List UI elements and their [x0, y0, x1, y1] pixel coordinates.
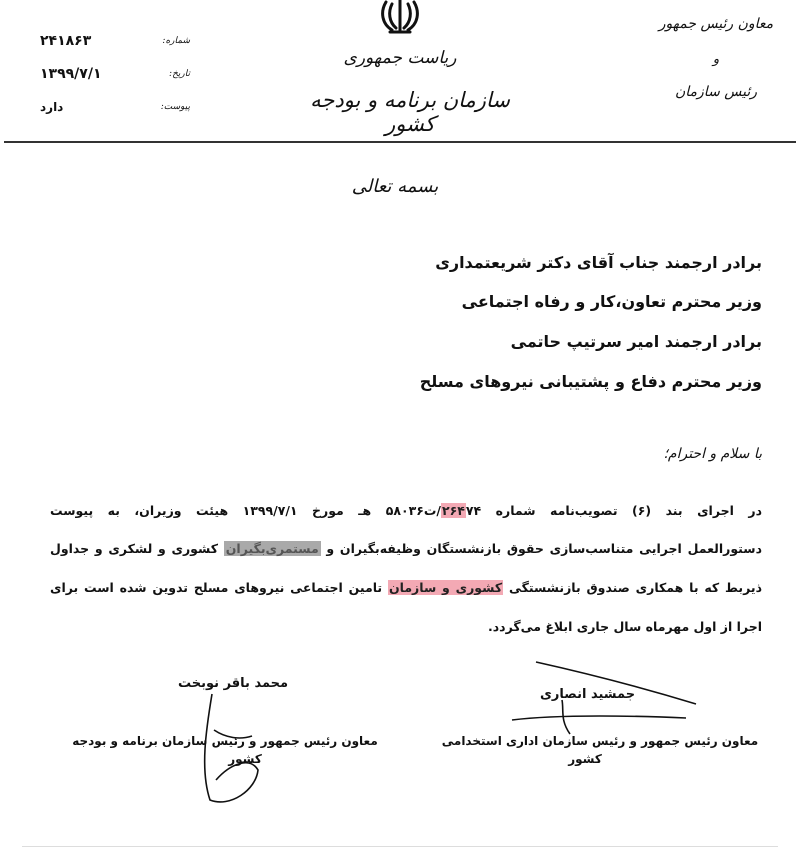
body-line-2: دستورالعمل اجرایی متناسب‌سازی حقوق بازنشستگان وظیفه‌بگیران و مستمری‌بگیران کشوری و لشکری و جداول [50, 541, 762, 556]
office-title-line1: معاون رئیس جمهور [658, 16, 774, 32]
highlight-mark: ۲۶۴ [442, 503, 465, 518]
letter-number-label: شماره: [162, 36, 190, 46]
letter-number: ۲۴۱۸۶۳ [40, 33, 92, 49]
letter-number-row [40, 30, 190, 52]
redacted-text: مستمری‌بگیران [225, 541, 319, 556]
addressee-line: برادر ارجمند جناب آقای دکتر شریعتمداری [435, 253, 762, 272]
iran-emblem-icon [378, 0, 422, 36]
letter-date-row [40, 63, 190, 85]
signer-title: معاون رئیس جمهور و رئیس سازمان برنامه و بودجه [72, 734, 378, 748]
body-line-1: در اجرای بند (۶) تصویب‌نامه شماره ۲۶۴۷۴/ت۵۸۰۳۶ هـ مورخ ۱۳۹۹/۷/۱ هیئت وزیران، به پیوست [50, 503, 762, 518]
attachment-value: دارد [40, 100, 64, 114]
signer-name: جمشید انصاری [540, 687, 636, 702]
invocation: بسمه تعالی [351, 176, 439, 197]
body-line-3: ذیربط که با همکاری صندوق بازنشستگی کشوری و سازمان تامین اجتماعی نیروهای مسلح تدوین شده است برای [50, 580, 762, 595]
org-line-pbo: سازمان برنامه و بودجه کشور [310, 88, 510, 136]
office-title-line3: رئیس سازمان [675, 84, 757, 100]
org-line-presidency: ریاست جمهوری [343, 48, 457, 68]
signature-scribble-icon [170, 690, 290, 810]
letter-date: ۱۳۹۹/۷/۱ [40, 66, 102, 82]
salutation: با سلام و احترام؛ [663, 446, 762, 462]
highlight-mark: کشوری و سازمان [388, 580, 503, 595]
office-title-line2: و [712, 52, 720, 67]
body-line-4: اجرا از اول مهرماه سال جاری ابلاغ می‌گردد. [488, 619, 762, 634]
letter-date-label: تاریخ: [169, 69, 190, 79]
footer-rule [22, 846, 778, 847]
signer-title: معاون رئیس جمهور و رئیس سازمان اداری استخدامی [441, 734, 759, 748]
addressee-line: وزیر محترم دفاع و پشتیبانی نیروهای مسلح [419, 372, 762, 391]
attachment-row [40, 96, 190, 118]
signer-name: محمد باقر نوبخت [178, 676, 289, 691]
header-divider [4, 141, 796, 143]
addressee-line: وزیر محترم تعاون،کار و رفاه اجتماعی [461, 292, 762, 311]
addressee-line: برادر ارجمند امیر سرتیپ حاتمی [510, 332, 762, 351]
attachment-label: پیوست: [160, 102, 190, 112]
signer-title-line2: کشور [568, 752, 602, 766]
signer-title-line2: کشور [228, 752, 262, 766]
